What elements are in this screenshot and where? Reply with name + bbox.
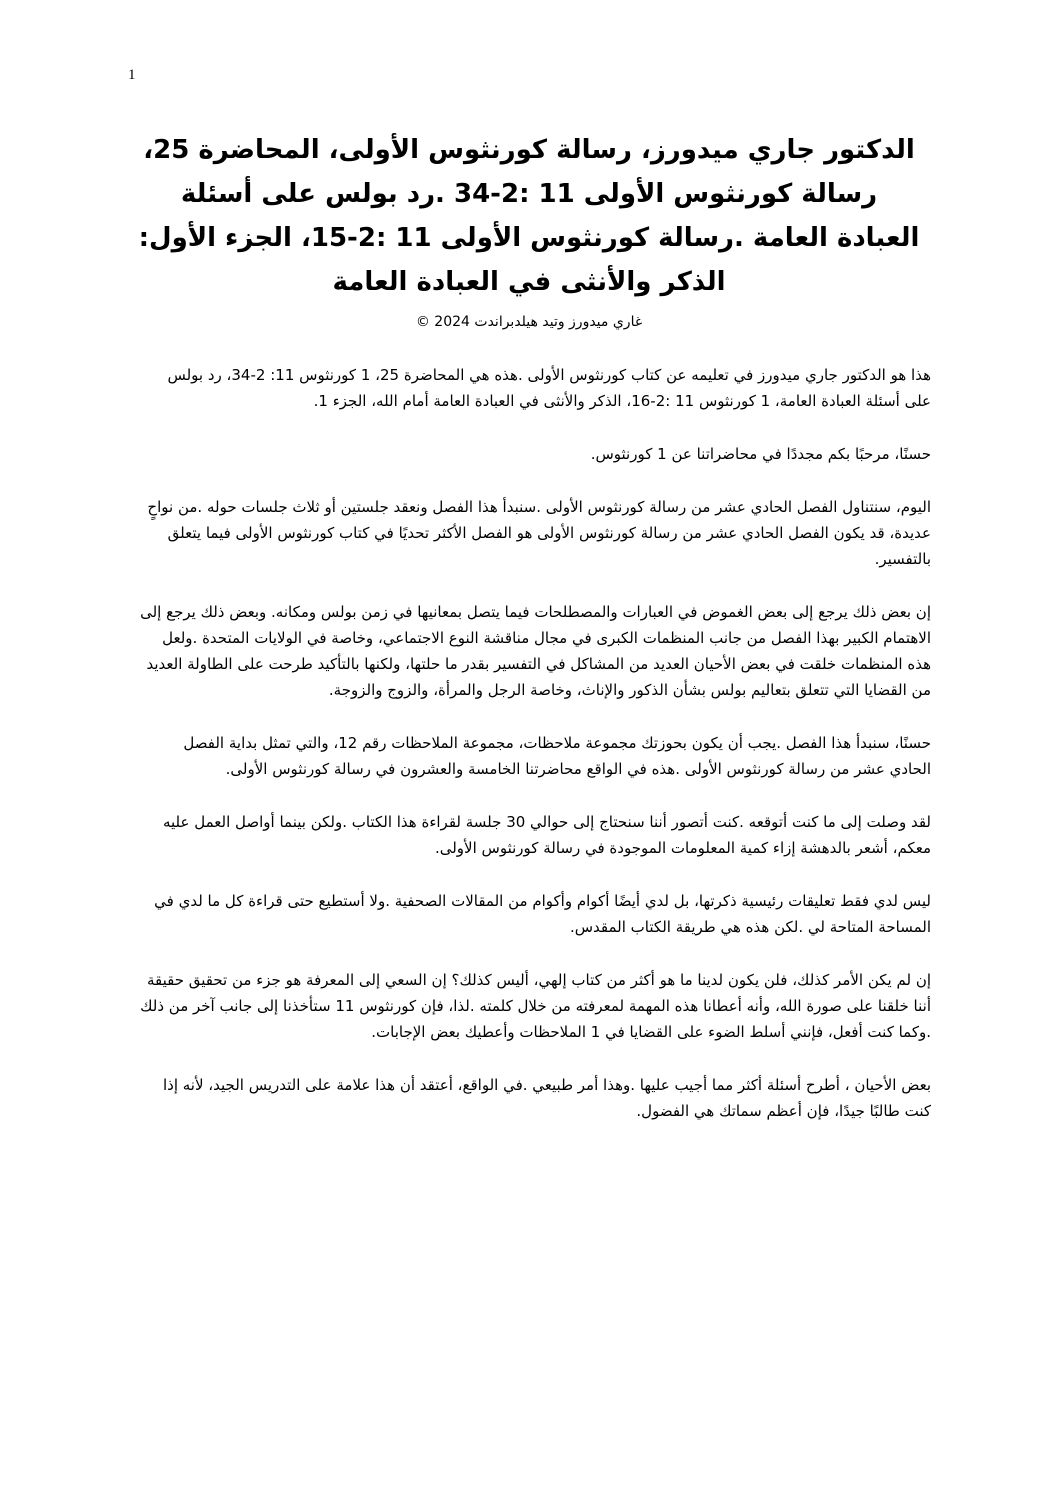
- paragraph-welcome: حسنًا، مرحبًا بكم مجددًا في محاضراتنا عن 1 كورنثوس.: [590, 445, 931, 463]
- paragraph-knowledge: إن لم يكن الأمر كذلك، فلن يكون لدينا ما هو أكثر من كتاب إلهي، أليس كذلك؟ إن السعي إلى المعرفة هو جزء من تحقيق حقيقة أننا خلقنا على صورة الله، وأنه أعطانا هذه المهمة لمعرفته من خلال كلمته .لذا، فإن كورنثوس 11 ستأخذنا إلى جانب آخر من ذلك .وكما كنت أفعل، فإنني أسلط الضوء على القضايا في 1 الملاحظات وأعطيك بعض الإجابات.: [140, 971, 931, 1041]
- paragraph-questions: بعض الأحيان ، أطرح أسئلة أكثر مما أجيب عليها .وهذا أمر طبيعي .في الواقع، أعتقد أن هذا علامة على التدريس الجيد، لأنه إذا كنت طالبًا جيدًا، فإن أعظم سماتك هي الفضول.: [162, 1076, 931, 1120]
- copyright-line: غاري ميدورز وتيد هيلدبراندت 2024 ©: [415, 314, 643, 330]
- paragraph-sessions: لقد وصلت إلى ما كنت أتوقعه .كنت أتصور أننا سنحتاج إلى حوالي 30 جلسة لقراءة هذا الكتاب .ولكن بينما أواصل العمل عليه معكم، أشعر بالدهشة إزاء كمية المعلومات الموجودة في رسالة كورنثوس الأولى.: [162, 813, 931, 857]
- paragraph-today: اليوم، سنتناول الفصل الحادي عشر من رسالة كورنثوس الأولى .سنبدأ هذا الفصل ونعقد جلستين أو ثلاث جلسات حوله .من نواحٍ عديدة، قد يكون الفصل الحادي عشر من رسالة كورنثوس الأولى هو الفصل الأكثر تحديًا في كتاب كورنثوس الأولى فيما يتعلق بالتفسير.: [147, 498, 931, 568]
- paragraph-ambiguity: إن بعض ذلك يرجع إلى بعض الغموض في العبارات والمصطلحات فيما يتصل بمعانيها في زمن بولس ومكانه. وبعض ذلك يرجع إلى الاهتمام الكبير بهذا الفصل من جانب المنظمات الكبرى في مجال مناقشة النوع الاجتماعي، وخاصة في الولايات المتحدة .ولعل هذه المنظمات خلقت في بعض الأحيان العديد من المشاكل في التفسير بقدر ما حلتها، ولكنها بالتأكيد طرحت على الطاولة العديد من القضايا التي تتعلق بتعاليم بولس بشأن الذكور والإناث، وخاصة الرجل والمرأة، والزوج والزوجة.: [140, 603, 931, 699]
- paragraph-notes: حسنًا، سنبدأ هذا الفصل .يجب أن يكون بحوزتك مجموعة ملاحظات، مجموعة الملاحظات رقم 12، والتي تمثل بداية الفصل الحادي عشر من رسالة كورنثوس الأولى .هذه في الواقع محاضرتنا الخامسة والعشرون في رسالة كورنثوس الأولى.: [183, 734, 931, 778]
- lecture-title: الدكتور جاري ميدورز، رسالة كورنثوس الأولى، المحاضرة 25، رسالة كورنثوس الأولى 11 :2-34 .رد بولس على أسئلة العبادة العامة .رسالة كورنثوس الأولى 11 :2-15، الجزء الأول: الذكر والأنثى في العبادة العامة: [138, 135, 920, 297]
- paragraph-intro: هذا هو الدكتور جاري ميدورز في تعليمه عن كتاب كورنثوس الأولى .هذه هي المحاضرة 25، 1 كورنثوس 11: 2-34، رد بولس على أسئلة العبادة العامة، 1 كورنثوس 11 :2-16، الذكر والأنثى في العبادة العامة أمام الله، الجزء 1.: [167, 366, 931, 410]
- transcript-body: [138, 362, 931, 1151]
- page-number: 1: [128, 67, 136, 83]
- paragraph-commentaries: ليس لدي فقط تعليقات رئيسية ذكرتها، بل لدي أيضًا أكوام وأكوام من المقالات الصحفية .ولا أستطيع حتى قراءة كل ما لدي في المساحة المتاحة لي .لكن هذه هي طريقة الكتاب المقدس.: [154, 892, 931, 936]
